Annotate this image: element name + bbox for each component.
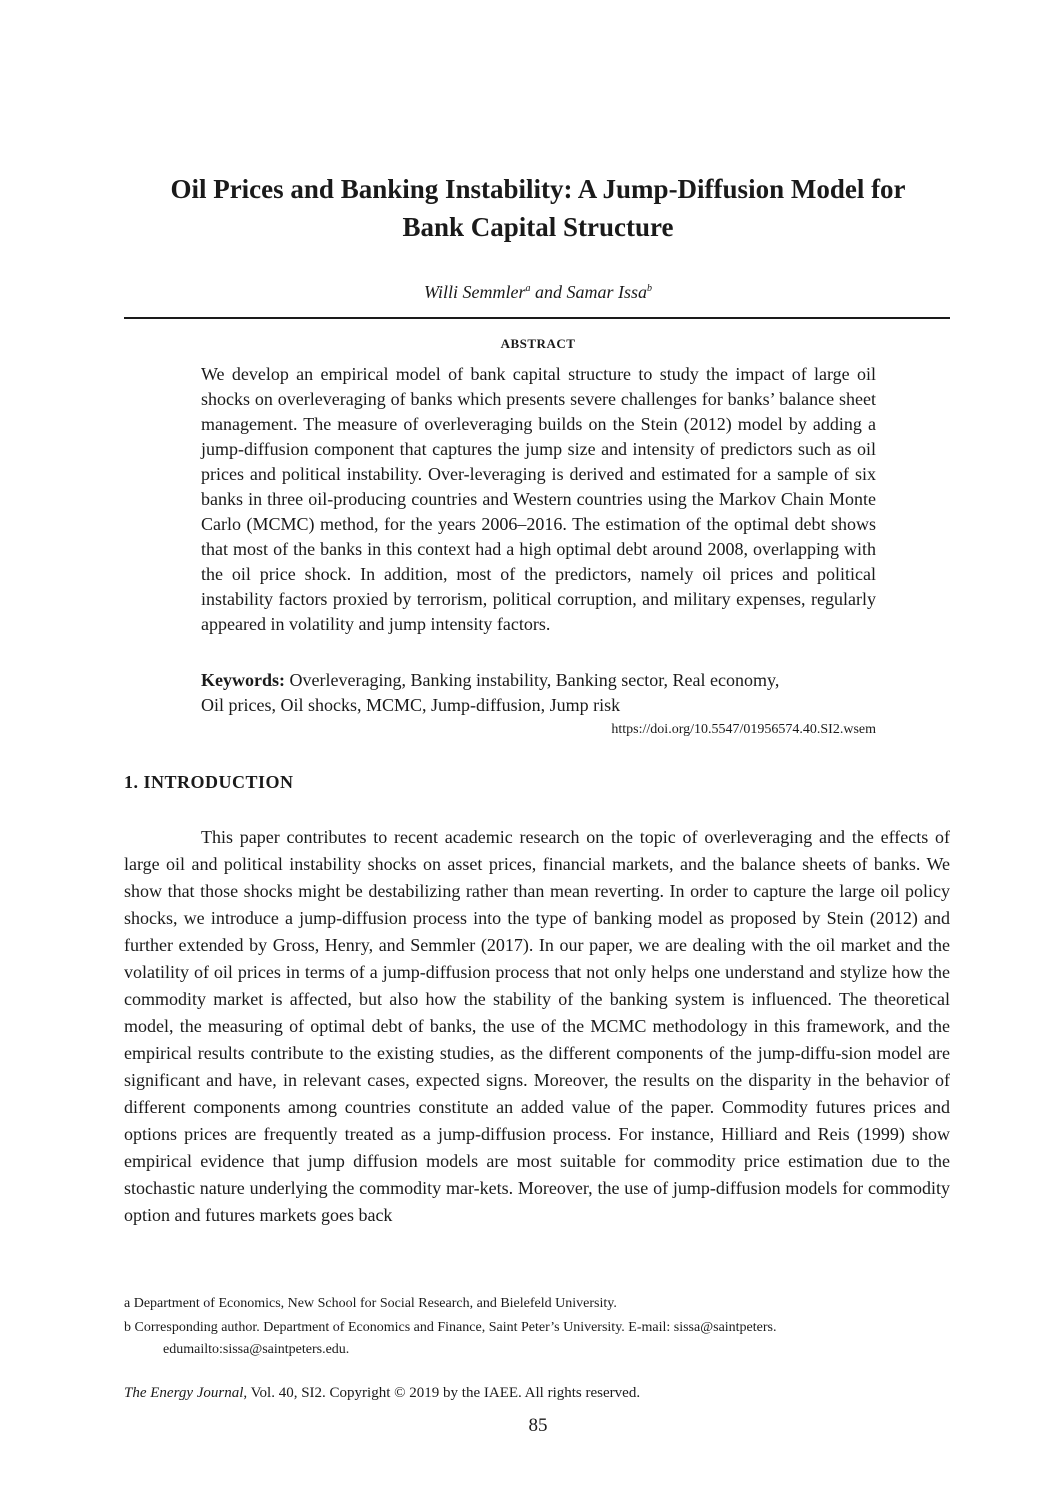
keywords-line-2: Oil prices, Oil shocks, MCMC, Jump-diffusion, Jump risk	[201, 695, 621, 715]
author-line	[0, 282, 1051, 303]
divider	[124, 317, 950, 319]
keywords-line-1: Overleveraging, Banking instability, Banking sector, Real economy,	[285, 670, 780, 690]
journal-name: The Energy Journal	[124, 1385, 244, 1401]
title-line-2: Bank Capital Structure	[402, 212, 674, 242]
keywords	[201, 668, 891, 718]
section-heading: 1. INTRODUCTION	[124, 772, 294, 792]
introduction-paragraph: This paper contributes to recent academic research on the topic of overleveraging and the effects of large oil and political instability shocks on asset prices, financial markets, and the balance sheets of banks. We show that those shocks might be destabilizing rather than mean reverting. In order to capture the large oil policy shocks, we introduce a jump-diffusion process into the type of banking model as proposed by Stein (2012) and further extended by Gross, Henry, and Semmler (2017). In our paper, we are dealing with the oil market and the volatility of oil prices in terms of a jump-diffusion process that not only helps one understand and stylize how the commodity market is affected, but also how the stability of the banking system is influenced. The theoretical model, the measuring of optimal debt of banks, the use of the MCMC methodology in this framework, and the empirical results contribute to the existing studies, as the different components of the jump-diffu-sion model are significant and have, in relevant cases, expected signs. Moreover, the results on the disparity in the behavior of different components among countries constitute an added value of the paper. Commodity futures prices and options prices are frequently treated as a jump-diffusion process. For instance, Hilliard and Reis (1999) show empirical evidence that jump diffusion models are most suitable for commodity price estimation due to the stochastic nature underlying the commodity mar-kets. Moreover, the use of jump-diffusion models for commodity option and futures markets goes back	[124, 827, 950, 1225]
abstract-heading: ABSTRACT	[500, 336, 576, 351]
footnote-a: a Department of Economics, New School for Social Research, and Bielefeld University.	[124, 1296, 617, 1311]
author-name: Willi Semmler	[423, 282, 526, 302]
footnote-b-continuation: edumailto:sissa@saintpeters.edu.	[163, 1342, 350, 1357]
journal-citation	[124, 1385, 640, 1402]
journal-details: , Vol. 40, SI2. Copyright © 2019 by the IAEE. All rights reserved.	[243, 1385, 641, 1401]
author-name: Samar Issa	[566, 282, 647, 302]
author-connector: and	[530, 282, 567, 302]
footnote-b: b Corresponding author. Department of Economics and Finance, Saint Peter’s University. E-mail: sissa@saintpeters.	[124, 1320, 777, 1335]
keywords-label: Keywords:	[201, 670, 285, 690]
affiliation-mark: a	[525, 283, 531, 294]
doi-link[interactable]: https://doi.org/10.5547/01956574.40.SI2.wsem	[611, 722, 876, 737]
affiliation-mark: b	[647, 283, 652, 294]
page-number: 85	[528, 1415, 548, 1436]
abstract-text: We develop an empirical model of bank capital structure to study the impact of large oil shocks on overleveraging of banks which presents severe challenges for banks’ balance sheet management. The measure of overleveraging builds on the Stein (2012) model by adding a jump-diffusion component that captures the jump size and intensity of predictors such as oil prices and political instability. Over-leveraging is derived and estimated for a sample of six banks in three oil-producing countries and Western countries using the Markov Chain Monte Carlo (MCMC) method, for the years 2006–2016. The estimation of the optimal debt shows that most of the banks in this context had a high optimal debt around 2008, overlapping with the oil price shock. In addition, most of the predictors, namely oil prices and political instability factors proxied by terrorism, political corruption, and military expenses, regularly appeared in volatility and jump intensity factors.	[201, 364, 876, 634]
title-line-1: Oil Prices and Banking Instability: A Jump-Diffusion Model for	[170, 174, 906, 204]
paper-title	[100, 170, 976, 246]
